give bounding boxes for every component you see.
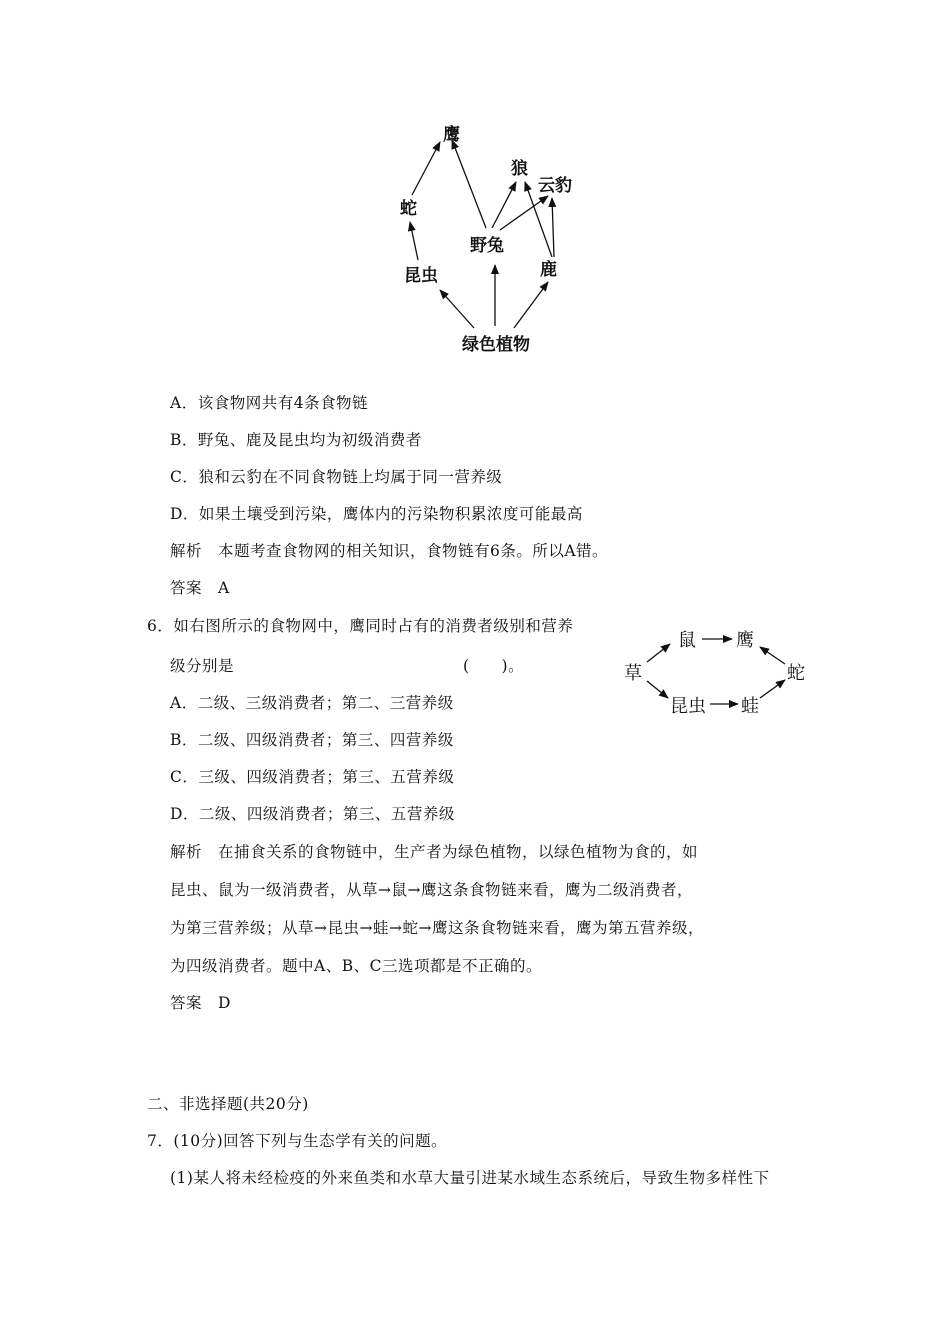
q6-option-a: A．二级、三级消费者；第二、三营养级 — [170, 694, 454, 712]
node-she: 蛇 — [787, 663, 805, 684]
q6-analysis-line1: 解析 在捕食关系的食物链中，生产者为绿色植物，以绿色植物为食的，如 — [170, 843, 699, 861]
arrow-she-ying — [412, 142, 440, 195]
q5-option-d: D．如果土壤受到污染，鹰体内的污染物积累浓度可能最高 — [170, 505, 583, 523]
q6-option-b: B．二级、四级消费者；第三、四营养级 — [170, 731, 454, 749]
node-ying: 鹰 — [736, 630, 754, 651]
arrow-kunchong-she — [410, 222, 418, 260]
q5-answer: 答案 A — [170, 579, 230, 597]
arrow-yetu-ying — [452, 140, 486, 228]
section-2-title: 二、非选择题(共20分) — [147, 1095, 309, 1113]
node-yetu: 野兔 — [470, 236, 504, 256]
q6-answer-paren: ( )。 — [463, 657, 525, 675]
arrow-cao-kunchong — [647, 681, 668, 698]
q5-option-b: B．野兔、鹿及昆虫均为初级消费者 — [170, 431, 422, 449]
arrow-she-ying — [760, 647, 785, 664]
q6-stem-line2: 级分别是 — [170, 657, 235, 675]
arrow-wa-she — [760, 680, 785, 698]
food-web-diagram-1 — [380, 110, 600, 360]
node-cao: 草 — [624, 663, 642, 684]
q6-option-d: D．二级、四级消费者；第三、五营养级 — [170, 805, 455, 823]
q7-part1: (1)某人将未经检疫的外来鱼类和水草大量引进某水域生态系统后，导致生物多样性下 — [170, 1169, 770, 1187]
q5-analysis: 解析 本题考查食物网的相关知识，食物链有6条。所以A错。 — [170, 542, 609, 560]
q6-analysis-line2: 昆虫、鼠为一级消费者，从草→鼠→鹰这条食物链来看，鹰为二级消费者， — [170, 881, 693, 899]
node-yunbao: 云豹 — [538, 176, 572, 196]
arrow-lvse-kunchong — [440, 290, 474, 328]
q5-option-a: A．该食物网共有4条食物链 — [170, 394, 369, 412]
node-lu: 鹿 — [540, 260, 557, 280]
q5-option-c: C．狼和云豹在不同食物链上均属于同一营养级 — [170, 468, 503, 486]
q6-analysis-line4: 为四级消费者。题中A、B、C三选项都是不正确的。 — [170, 957, 542, 975]
node-shu: 鼠 — [678, 630, 696, 651]
q6-answer: 答案 D — [170, 994, 231, 1012]
node-wa: 蛙 — [741, 696, 759, 717]
node-kunchong: 昆虫 — [670, 696, 706, 717]
node-lvse: 绿色植物 — [462, 335, 530, 355]
food-web-diagram-2 — [620, 622, 820, 722]
node-lang: 狼 — [511, 159, 528, 179]
arrow-cao-shu — [647, 644, 670, 662]
node-she: 蛇 — [400, 199, 417, 219]
q6-analysis-line3: 为第三营养级；从草→昆虫→蛙→蛇→鹰这条食物链来看，鹰为第五营养级， — [170, 919, 704, 937]
q7-stem: 7．(10分)回答下列与生态学有关的问题。 — [147, 1132, 448, 1150]
q6-stem-line1: 6．如右图所示的食物网中，鹰同时占有的消费者级别和营养 — [147, 617, 574, 635]
node-ying: 鹰 — [443, 125, 460, 145]
arrow-lvse-lu — [514, 282, 548, 328]
arrow-lu-yunbao — [552, 198, 554, 257]
node-kunchong: 昆虫 — [404, 266, 438, 286]
q6-option-c: C．三级、四级消费者；第三、五营养级 — [170, 768, 455, 786]
